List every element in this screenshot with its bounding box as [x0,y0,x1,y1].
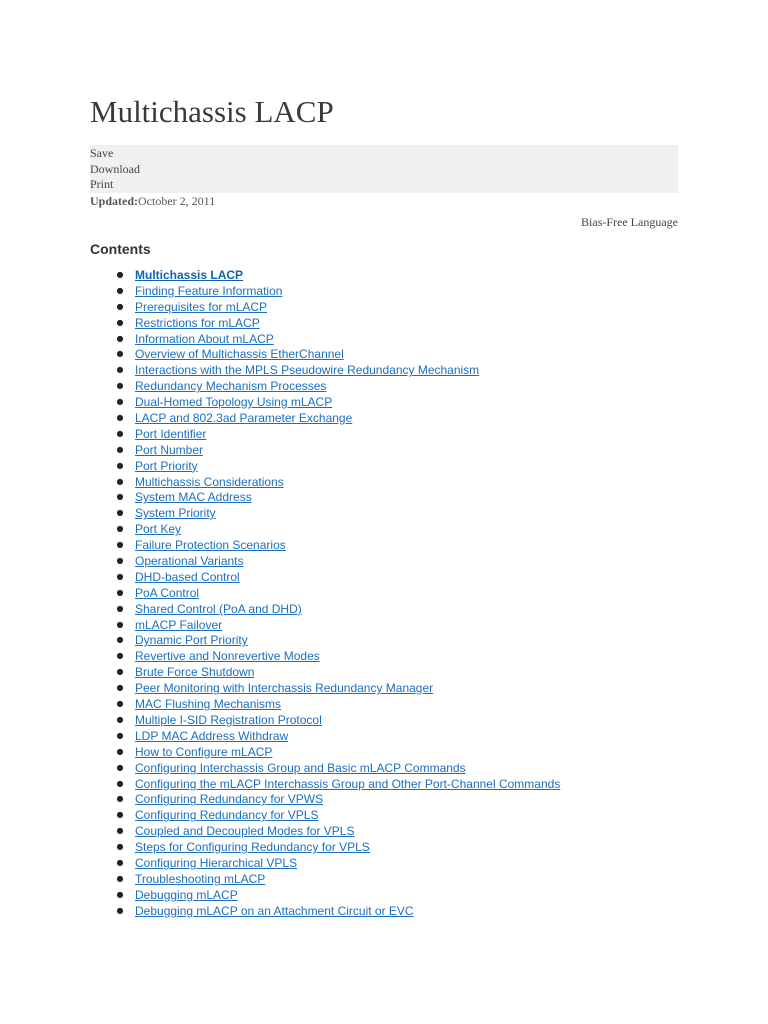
bullet-icon: ● [116,381,124,391]
toc-item [90,474,678,490]
toc-link[interactable]: Configuring Redundancy for VPLS [135,808,319,823]
toc-link[interactable]: Dynamic Port Priority [135,633,248,648]
toc-item [90,601,678,617]
bullet-icon: ● [116,842,124,852]
page-title: Multichassis LACP [90,94,334,129]
bullet-icon: ● [116,635,124,645]
toc-item [90,505,678,521]
toc-item [90,458,678,474]
toc-link[interactable]: Multichassis LACP [135,268,244,282]
bullet-icon: ● [116,556,124,566]
contents-heading: Contents [90,241,151,257]
bullet-icon: ● [116,397,124,407]
bullet-icon: ● [116,365,124,375]
toc-link[interactable]: Configuring Redundancy for VPWS [135,792,324,807]
toc-item [90,410,678,426]
toc-item [90,776,678,792]
toc-item [90,489,678,505]
toc-item [90,283,678,299]
toc-link[interactable]: Dual-Homed Topology Using mLACP [135,395,333,410]
toc-link[interactable]: Port Identifier [135,426,207,441]
bullet-icon: ● [116,873,124,883]
toc-link[interactable]: LACP and 802.3ad Parameter Exchange [135,411,353,426]
document-actions-toolbar [90,145,678,193]
toc-item [90,712,678,728]
toc-item [90,346,678,362]
toc-item [90,839,678,855]
bullet-icon: ● [116,826,124,836]
table-of-contents [90,267,678,919]
toc-item [90,728,678,744]
toc-link[interactable]: Brute Force Shutdown [135,665,255,680]
toc-item [90,696,678,712]
toc-link[interactable]: Operational Variants [135,554,244,569]
toc-item [90,442,678,458]
toc-item [90,632,678,648]
toc-link[interactable]: Multiple I-SID Registration Protocol [135,712,322,727]
toc-link[interactable]: Overview of Multichassis EtherChannel [135,347,344,362]
bullet-icon: ● [116,619,124,629]
toc-link[interactable]: System MAC Address [135,490,252,505]
toc-link[interactable]: Interactions with the MPLS Pseudowire Redundancy Mechanism [135,363,480,378]
bullet-icon: ● [116,587,124,597]
toc-item [90,744,678,760]
bullet-icon: ● [116,857,124,867]
bullet-icon: ● [116,270,124,279]
bullet-icon: ● [116,714,124,724]
toc-link[interactable]: Configuring Interchassis Group and Basic mLACP Commands [135,760,466,775]
bullet-icon: ● [116,285,124,295]
updated-info [90,194,215,209]
bullet-icon: ● [116,794,124,804]
bullet-icon: ● [116,540,124,550]
toc-item [90,648,678,664]
bullet-icon: ● [116,667,124,677]
bullet-icon: ● [116,524,124,534]
toc-item [90,617,678,633]
toc-item [90,537,678,553]
toc-link[interactable]: Multichassis Considerations [135,474,284,489]
toc-item [90,267,678,283]
toc-link[interactable]: Port Number [135,442,204,457]
toc-link[interactable]: Debugging mLACP on an Attachment Circuit or EVC [135,903,414,918]
bullet-icon: ● [116,889,124,899]
toc-item [90,299,678,315]
bullet-icon: ● [116,571,124,581]
toc-item [90,426,678,442]
toc-link[interactable]: Configuring Hierarchical VPLS [135,855,298,870]
save-button[interactable]: Save [90,146,114,160]
bullet-icon: ● [116,460,124,470]
toc-item [90,569,678,585]
toc-item [90,553,678,569]
toc-link[interactable]: Redundancy Mechanism Processes [135,379,327,394]
toc-item [90,331,678,347]
toc-item [90,871,678,887]
bullet-icon: ● [116,810,124,820]
toc-link[interactable]: How to Configure mLACP [135,744,273,759]
bullet-icon: ● [116,492,124,502]
bullet-icon: ● [116,349,124,359]
toc-item [90,394,678,410]
updated-date: October 2, 2011 [138,194,216,208]
bullet-icon: ● [116,778,124,788]
bullet-icon: ● [116,746,124,756]
toc-link[interactable]: PoA Control [135,585,200,600]
bullet-icon: ● [116,651,124,661]
toc-item [90,823,678,839]
bullet-icon: ● [116,301,124,311]
bullet-icon: ● [116,762,124,772]
toc-link[interactable]: Port Key [135,522,182,537]
bullet-icon: ● [116,905,124,915]
toc-item [90,521,678,537]
toc-item [90,807,678,823]
toc-item [90,378,678,394]
toc-item [90,315,678,331]
bias-free-language-link[interactable]: Bias-Free Language [581,215,678,229]
toc-link[interactable]: Prerequisites for mLACP [135,299,268,314]
toc-link[interactable]: MAC Flushing Mechanisms [135,697,282,712]
toc-link[interactable]: Steps for Configuring Redundancy for VPLS [135,840,370,855]
toc-item [90,760,678,776]
toc-link[interactable]: System Priority [135,506,216,521]
toc-item [90,664,678,680]
bullet-icon: ● [116,508,124,518]
toc-link[interactable]: Shared Control (PoA and DHD) [135,601,302,616]
bullet-icon: ● [116,317,124,327]
bullet-icon: ● [116,683,124,693]
bullet-icon: ● [116,333,124,343]
toc-link[interactable]: Information About mLACP [135,331,274,346]
bullet-icon: ● [116,444,124,454]
toc-link[interactable]: Troubleshooting mLACP [135,871,266,886]
toc-item [90,855,678,871]
bullet-icon: ● [116,413,124,423]
toc-item [90,887,678,903]
toc-item [90,362,678,378]
bullet-icon: ● [116,476,124,486]
print-button[interactable]: Print [90,177,114,191]
bullet-icon: ● [116,603,124,613]
toc-item [90,903,678,919]
toc-link[interactable]: DHD-based Control [135,569,240,584]
toc-link[interactable]: Finding Feature Information [135,283,283,298]
toc-link[interactable]: Revertive and Nonrevertive Modes [135,649,320,664]
toc-link[interactable]: Peer Monitoring with Interchassis Redundancy Manager [135,681,434,696]
bullet-icon: ● [116,699,124,709]
toc-link[interactable]: Restrictions for mLACP [135,315,260,330]
toc-link[interactable]: Configuring the mLACP Interchassis Group and Other Port-Channel Commands [135,776,561,791]
bullet-icon: ● [116,730,124,740]
bullet-icon: ● [116,428,124,438]
toc-item [90,791,678,807]
toc-link[interactable]: mLACP Failover [135,617,223,632]
toc-link[interactable]: Debugging mLACP [135,887,238,902]
toc-item [90,585,678,601]
toc-link[interactable]: Failure Protection Scenarios [135,538,286,553]
download-button[interactable]: Download [90,161,140,176]
updated-label: Updated: [90,194,139,208]
toc-item [90,680,678,696]
toc-link[interactable]: Port Priority [135,458,198,473]
toc-link[interactable]: LDP MAC Address Withdraw [135,728,289,743]
toc-link[interactable]: Coupled and Decoupled Modes for VPLS [135,824,355,839]
